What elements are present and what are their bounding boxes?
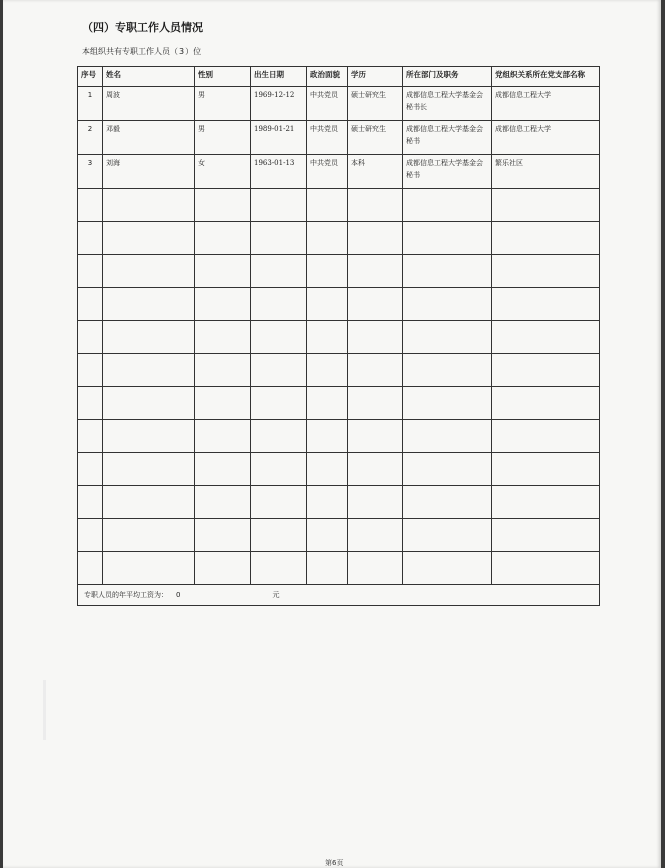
empty-cell (78, 552, 103, 585)
empty-cell (492, 420, 600, 453)
cell-department-position: 成都信息工程大学基金会秘书 (403, 155, 492, 189)
empty-cell (403, 420, 492, 453)
cell-education: 硕士研究生 (348, 121, 403, 155)
cell-education: 本科 (348, 155, 403, 189)
empty-cell (195, 189, 251, 222)
cell-party-branch: 成都信息工程大学 (492, 121, 600, 155)
page-number: 第6页 (325, 859, 344, 867)
empty-cell (492, 222, 600, 255)
empty-cell (348, 222, 403, 255)
empty-cell (307, 189, 348, 222)
cell-political-status: 中共党员 (307, 87, 348, 121)
empty-cell (307, 255, 348, 288)
empty-cell (195, 222, 251, 255)
empty-cell (348, 189, 403, 222)
empty-cell (78, 519, 103, 552)
scan-artifact (43, 680, 46, 740)
staff-count-suffix: ）位 (185, 47, 202, 56)
empty-cell (78, 189, 103, 222)
empty-cell (195, 420, 251, 453)
table-header-row (78, 67, 600, 87)
cell-birthdate: 1989-01-21 (251, 121, 307, 155)
empty-cell (195, 453, 251, 486)
empty-cell (251, 354, 307, 387)
table-row-empty (78, 420, 600, 453)
cell-name: 邓毅 (103, 121, 195, 155)
cell-political-status: 中共党员 (307, 155, 348, 189)
empty-cell (251, 321, 307, 354)
empty-cell (492, 321, 600, 354)
empty-cell (307, 519, 348, 552)
header-name: 姓名 (103, 67, 195, 87)
empty-cell (251, 486, 307, 519)
empty-cell (492, 552, 600, 585)
empty-cell (403, 222, 492, 255)
cell-birthdate: 1963-01-13 (251, 155, 307, 189)
empty-cell (492, 255, 600, 288)
salary-label: 专职人员的年平均工资为： (84, 591, 168, 599)
table-row-empty (78, 552, 600, 585)
table-row-empty (78, 288, 600, 321)
table-row-empty (78, 222, 600, 255)
empty-cell (195, 354, 251, 387)
empty-cell (492, 486, 600, 519)
empty-cell (403, 387, 492, 420)
cell-seq: 1 (78, 87, 103, 121)
empty-cell (307, 387, 348, 420)
salary-unit: 元 (272, 591, 280, 599)
empty-cell (492, 387, 600, 420)
empty-cell (307, 321, 348, 354)
table-row-empty (78, 387, 600, 420)
cell-department-position: 成都信息工程大学基金会秘书长 (403, 87, 492, 121)
empty-cell (78, 222, 103, 255)
staff-count-value: 3 (179, 47, 185, 56)
empty-cell (348, 486, 403, 519)
salary-footer-cell (78, 585, 600, 606)
empty-cell (103, 288, 195, 321)
salary-footer-row (78, 585, 600, 606)
empty-cell (403, 519, 492, 552)
header-education: 学历 (348, 67, 403, 87)
empty-cell (251, 189, 307, 222)
empty-cell (403, 189, 492, 222)
salary-value: 0 (176, 591, 181, 599)
header-party-branch: 党组织关系所在党支部名称 (492, 67, 600, 87)
empty-cell (348, 552, 403, 585)
empty-cell (492, 453, 600, 486)
empty-cell (251, 222, 307, 255)
empty-cell (251, 519, 307, 552)
empty-cell (78, 321, 103, 354)
table-row-empty (78, 486, 600, 519)
empty-cell (103, 453, 195, 486)
empty-cell (403, 288, 492, 321)
empty-cell (103, 552, 195, 585)
empty-cell (195, 486, 251, 519)
empty-cell (403, 486, 492, 519)
cell-seq: 3 (78, 155, 103, 189)
cell-education: 硕士研究生 (348, 87, 403, 121)
empty-cell (403, 321, 492, 354)
empty-cell (195, 321, 251, 354)
empty-cell (307, 354, 348, 387)
empty-cell (348, 519, 403, 552)
staff-table (77, 66, 600, 606)
header-department-position: 所在部门及职务 (403, 67, 492, 87)
empty-cell (348, 288, 403, 321)
empty-cell (307, 288, 348, 321)
empty-cell (195, 255, 251, 288)
empty-cell (307, 552, 348, 585)
table-row (78, 155, 600, 189)
empty-cell (251, 387, 307, 420)
empty-cell (492, 519, 600, 552)
empty-cell (348, 255, 403, 288)
table-row-empty (78, 519, 600, 552)
staff-count-prefix: 本组织共有专职工作人员（ (82, 47, 178, 56)
empty-cell (307, 453, 348, 486)
table-row-empty (78, 189, 600, 222)
empty-cell (403, 453, 492, 486)
empty-cell (78, 453, 103, 486)
empty-cell (103, 222, 195, 255)
empty-cell (78, 255, 103, 288)
empty-cell (348, 453, 403, 486)
table-row (78, 87, 600, 121)
cell-gender: 男 (195, 87, 251, 121)
empty-cell (348, 321, 403, 354)
empty-cell (251, 420, 307, 453)
cell-department-position: 成都信息工程大学基金会秘书 (403, 121, 492, 155)
empty-cell (78, 486, 103, 519)
header-gender: 性别 (195, 67, 251, 87)
empty-cell (348, 354, 403, 387)
header-political-status: 政治面貌 (307, 67, 348, 87)
empty-cell (103, 420, 195, 453)
section-title: （四）专职工作人员情况 (82, 21, 203, 34)
cell-gender: 女 (195, 155, 251, 189)
cell-name: 刘海 (103, 155, 195, 189)
empty-cell (251, 453, 307, 486)
cell-gender: 男 (195, 121, 251, 155)
cell-party-branch: 成都信息工程大学 (492, 87, 600, 121)
empty-cell (78, 420, 103, 453)
empty-cell (103, 354, 195, 387)
empty-cell (492, 189, 600, 222)
cell-name: 周波 (103, 87, 195, 121)
empty-cell (403, 354, 492, 387)
cell-birthdate: 1969-12-12 (251, 87, 307, 121)
empty-cell (103, 255, 195, 288)
empty-cell (78, 387, 103, 420)
empty-cell (403, 552, 492, 585)
empty-cell (195, 288, 251, 321)
cell-seq: 2 (78, 121, 103, 155)
empty-cell (307, 222, 348, 255)
empty-cell (251, 288, 307, 321)
empty-cell (307, 486, 348, 519)
empty-cell (251, 255, 307, 288)
header-birthdate: 出生日期 (251, 67, 307, 87)
cell-party-branch: 繁乐社区 (492, 155, 600, 189)
empty-cell (492, 354, 600, 387)
empty-cell (78, 288, 103, 321)
empty-cell (307, 420, 348, 453)
document-page (3, 0, 661, 868)
table-row-empty (78, 255, 600, 288)
cell-political-status: 中共党员 (307, 121, 348, 155)
empty-cell (348, 420, 403, 453)
empty-cell (78, 354, 103, 387)
table-row-empty (78, 453, 600, 486)
empty-cell (195, 552, 251, 585)
table-row-empty (78, 354, 600, 387)
staff-count-line (82, 46, 201, 57)
table-row (78, 121, 600, 155)
empty-cell (195, 387, 251, 420)
header-seq: 序号 (78, 67, 103, 87)
empty-cell (103, 321, 195, 354)
empty-cell (103, 387, 195, 420)
empty-cell (251, 552, 307, 585)
empty-cell (195, 519, 251, 552)
empty-cell (403, 255, 492, 288)
table-row-empty (78, 321, 600, 354)
empty-cell (103, 189, 195, 222)
empty-cell (103, 519, 195, 552)
empty-cell (492, 288, 600, 321)
empty-cell (103, 486, 195, 519)
empty-cell (348, 387, 403, 420)
